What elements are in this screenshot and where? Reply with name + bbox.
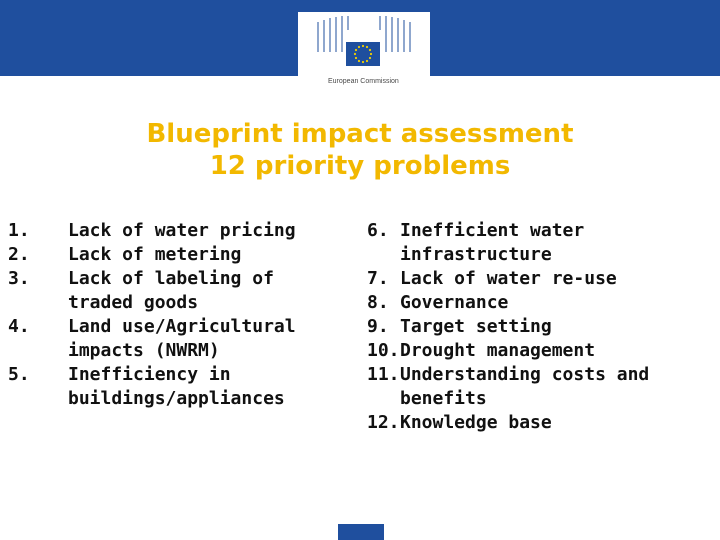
list-item — [367, 219, 717, 267]
item-number: 12. — [367, 412, 400, 433]
list-item — [367, 363, 717, 411]
item-number: 2. — [8, 244, 30, 265]
item-text: Lack of metering — [68, 244, 242, 265]
item-text: Land use/Agricultural impacts (NWRM) — [68, 316, 296, 361]
item-text: Inefficiency in buildings/appliances — [68, 364, 285, 409]
left-problem-list — [8, 219, 348, 411]
list-item — [367, 315, 717, 339]
item-number: 5. — [8, 364, 30, 385]
eu-flag-icon — [346, 42, 380, 66]
item-number: 9. — [367, 316, 389, 337]
item-text: Drought management — [400, 340, 596, 361]
list-item — [367, 339, 717, 363]
logo-label: European Commission — [328, 78, 399, 85]
footer-accent-bar — [338, 524, 384, 540]
list-item — [367, 411, 717, 435]
item-text: Understanding costs and benefits — [400, 364, 650, 409]
item-text: Governance — [400, 292, 509, 313]
european-commission-logo — [298, 12, 430, 100]
item-text: Lack of labeling of traded goods — [68, 268, 274, 313]
list-item — [8, 243, 348, 267]
item-number: 10. — [367, 340, 400, 361]
list-item — [8, 219, 348, 243]
item-number: 7. — [367, 268, 389, 289]
item-number: 4. — [8, 316, 30, 337]
item-text: Knowledge base — [400, 412, 552, 433]
title-line-1: Blueprint impact assessment — [146, 119, 574, 149]
item-text: Inefficient water infrastructure — [400, 220, 585, 265]
item-text: Lack of water re-use — [400, 268, 617, 289]
list-item — [367, 291, 717, 315]
item-text: Lack of water pricing — [68, 220, 296, 241]
item-number: 1. — [8, 220, 30, 241]
item-number: 3. — [8, 268, 30, 289]
item-number: 8. — [367, 292, 389, 313]
item-number: 11. — [367, 364, 400, 385]
item-number: 6. — [367, 220, 389, 241]
page-title — [0, 118, 720, 182]
title-line-2: 12 priority problems — [209, 151, 511, 181]
item-text: Target setting — [400, 316, 552, 337]
list-item — [8, 363, 348, 411]
list-item — [367, 267, 717, 291]
list-item — [8, 315, 348, 363]
list-item — [8, 267, 348, 315]
right-problem-list — [367, 219, 717, 435]
